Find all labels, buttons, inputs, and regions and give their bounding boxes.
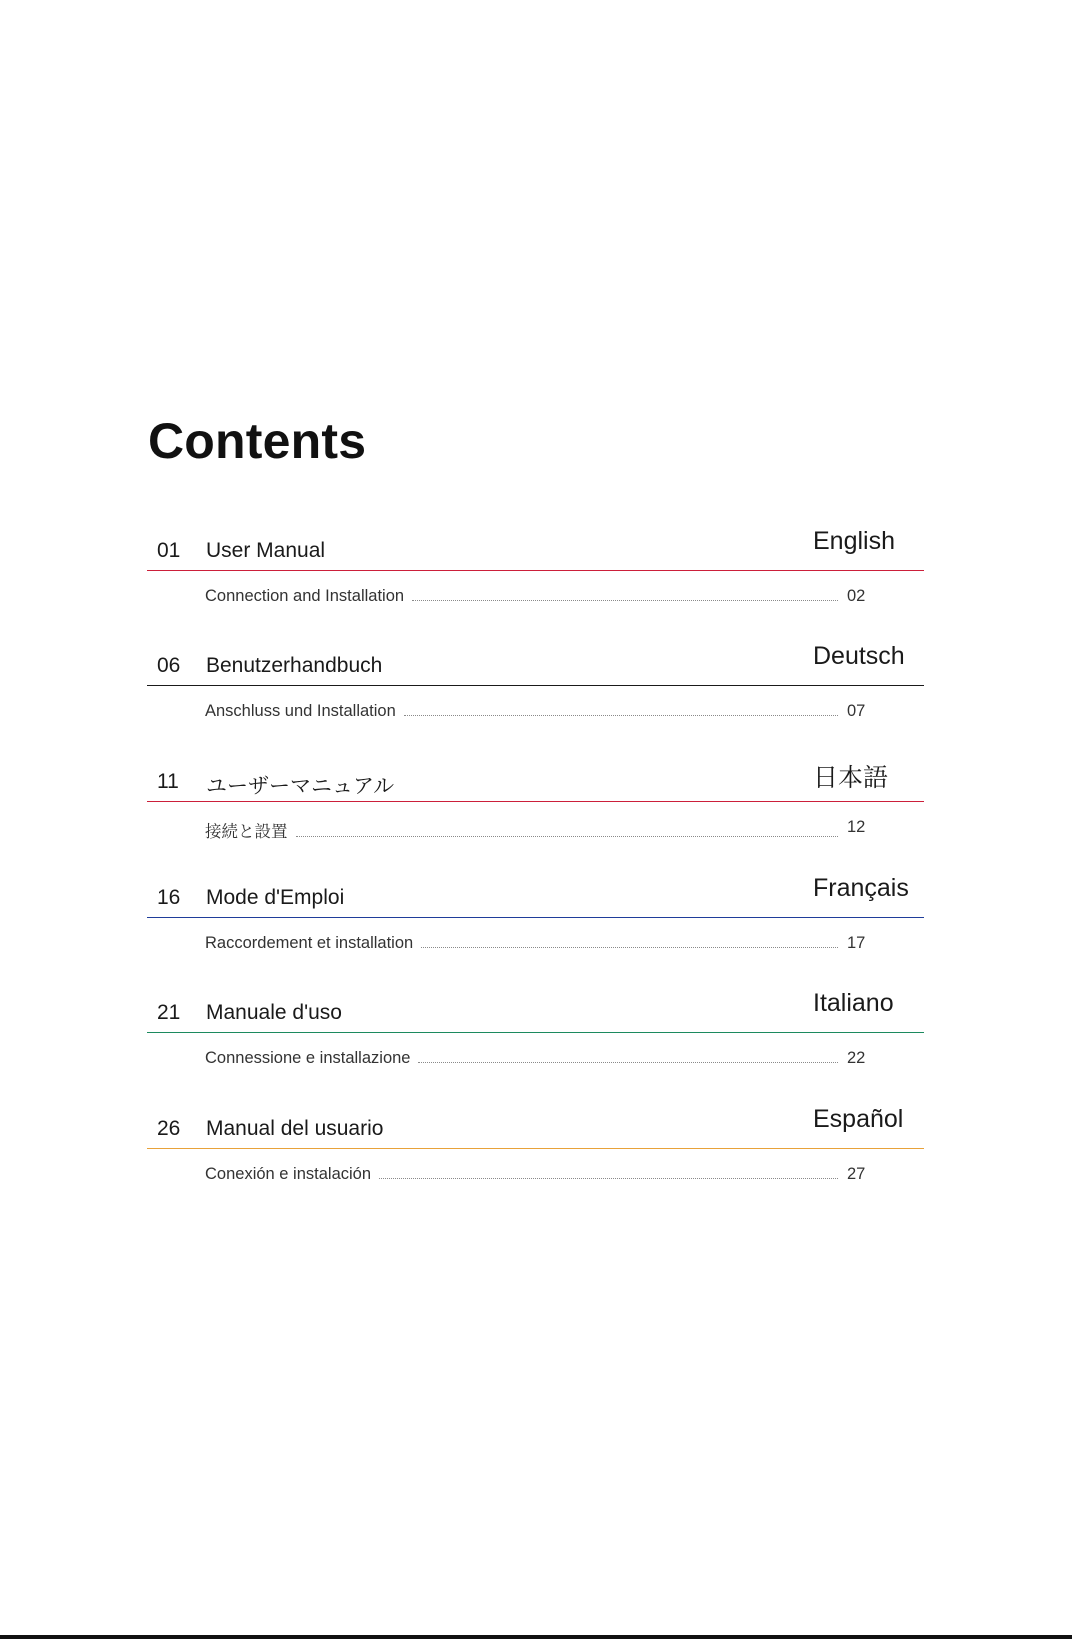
dot-leader [412,599,838,601]
toc-entry[interactable] [205,934,844,953]
section-title: Manual del usuario [206,1117,384,1140]
toc-entry-page: 12 [847,818,866,836]
section-header [147,758,924,802]
toc-entry-page: 17 [847,934,866,952]
toc-section-english [147,527,924,637]
section-header [147,1105,924,1149]
toc-entry[interactable] [205,702,844,721]
toc-entry[interactable] [205,818,844,842]
toc-section-espanol [147,1105,924,1215]
section-header [147,642,924,686]
toc-entry-page: 27 [847,1165,866,1183]
section-number: 26 [157,1117,181,1140]
dot-leader [379,1177,838,1179]
section-title: Mode d'Emploi [206,886,345,909]
dot-leader [418,1061,838,1063]
toc-entry-label: Anschluss und Installation [205,702,396,720]
section-title: ユーザーマニュアル [206,775,395,798]
toc-entry-label: Raccordement et installation [205,934,414,952]
section-number: 11 [157,770,179,793]
toc-section-italiano [147,989,924,1099]
toc-entry-page: 02 [847,587,866,605]
toc-section-japanese [147,758,924,868]
section-number: 16 [157,886,181,909]
section-title: Manuale d'uso [206,1001,342,1024]
dot-leader [404,714,838,716]
toc-entry-label: Connessione e installazione [205,1049,411,1067]
section-header [147,527,924,571]
toc-entry-page: 22 [847,1049,866,1067]
toc-entry-label: 接続と設置 [205,823,288,841]
toc-entry-page: 07 [847,702,866,720]
toc-section-deutsch [147,642,924,752]
toc-entry-label: Connection and Installation [205,587,405,605]
toc-entry[interactable] [205,587,844,606]
bottom-edge-rule [0,1635,1072,1639]
toc-entry[interactable] [205,1165,844,1184]
section-language: English [813,527,895,555]
section-number: 21 [157,1001,181,1024]
section-language: Italiano [813,989,894,1017]
section-number: 06 [157,654,181,677]
section-language: Deutsch [813,642,905,670]
section-number: 01 [157,539,181,562]
section-language: 日本語 [813,764,889,792]
section-title: User Manual [206,539,326,562]
section-header [147,989,924,1033]
page-title: Contents [148,413,367,469]
section-header [147,874,924,918]
section-title: Benutzerhandbuch [206,654,383,677]
section-language: Español [813,1105,904,1133]
section-language: Français [813,874,909,902]
toc-section-francais [147,874,924,984]
dot-leader [296,835,839,837]
toc-entry[interactable] [205,1049,844,1068]
dot-leader [421,946,838,948]
toc-entry-label: Conexión e instalación [205,1165,372,1183]
